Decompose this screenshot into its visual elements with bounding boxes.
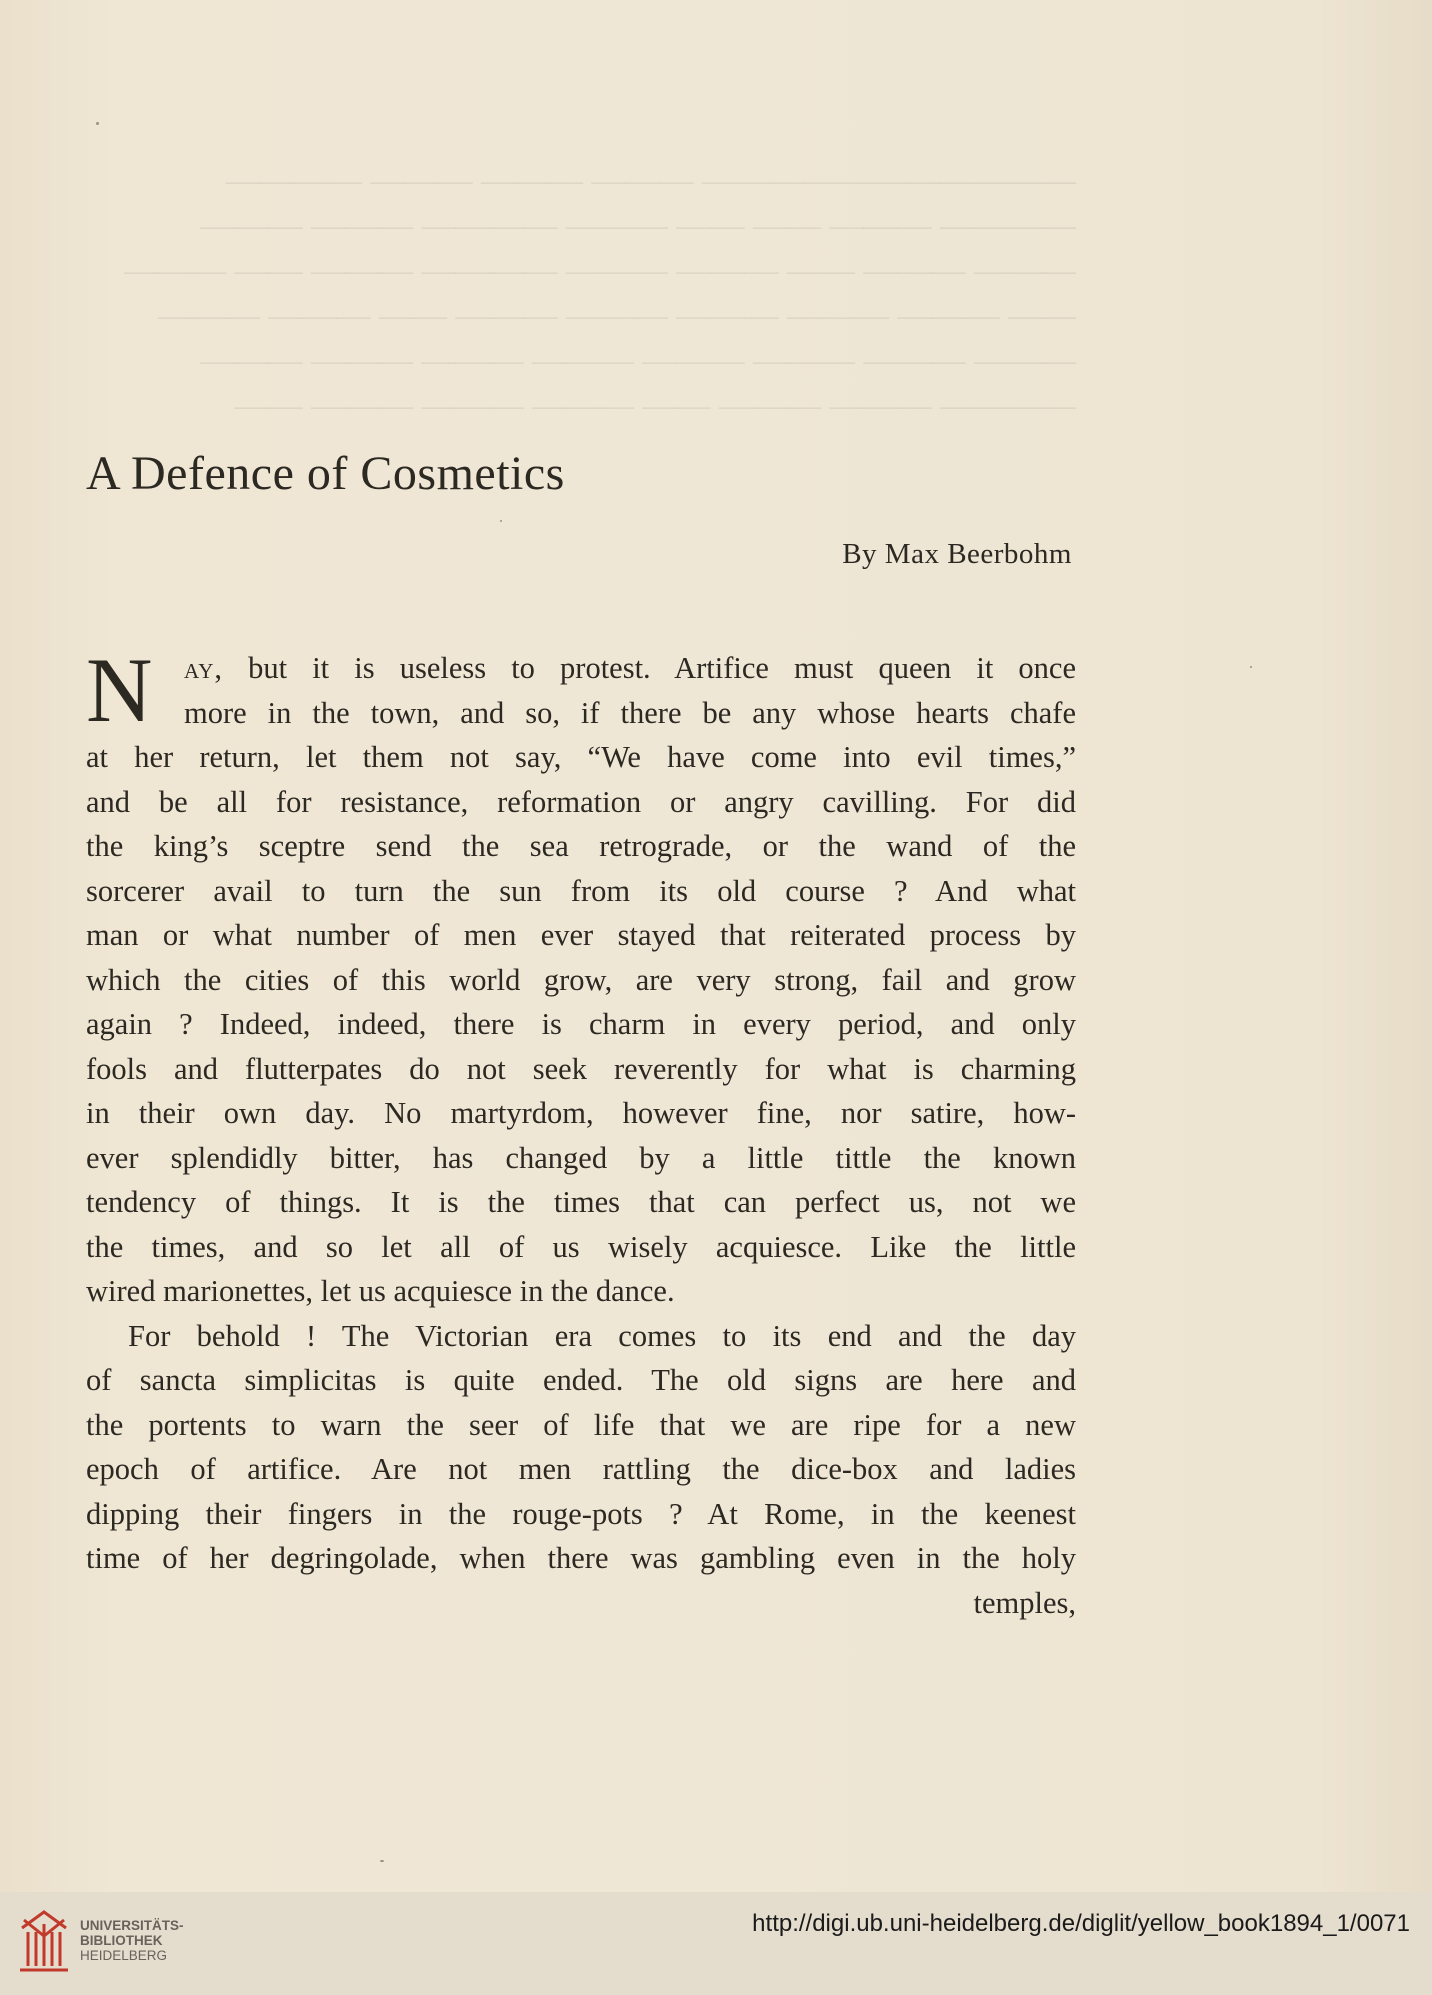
paper-speck	[96, 122, 99, 125]
text-line: sorcerer avail to turn the sun from its old course ? And what	[86, 873, 1076, 908]
text-line: in their own day. No martyrdom, however fine, nor satire, how-	[86, 1096, 1076, 1130]
source-url-link[interactable]: http://digi.ub.uni-heidelberg.de/diglit/yellow_book1894_1/0071	[752, 1910, 1410, 1937]
text-line: again ? Indeed, indeed, there is charm in every period, and only	[86, 1007, 1076, 1041]
library-name: UNIVERSITÄTS- BIBLIOTHEK HEIDELBERG	[80, 1918, 184, 1963]
text-line: the times, and so let all of us wisely acquiesce. Like the little	[86, 1229, 1076, 1264]
show-through-text: ——————————— ——— ——— ——— ———— ———— ——— —— —— ——— ———— ——— ——— ——— ——— —— ——— ——— ———— ——— —— ——— —— ——— ——— ——— ——— ——— —— ——— ——— ——— ——— ——— ——— ——— ——— ——— ——— ———— ——— ——— —— ——— ——— ——— ——	[124, 162, 1076, 424]
article-body	[86, 639, 1076, 1625]
text-line: wired marionettes, let us acquiesce in the dance.	[86, 1274, 675, 1308]
text-line: which the cities of this world grow, are very strong, fail and grow	[86, 962, 1076, 997]
text-line: the portents to warn the seer of life that we are ripe for a new	[86, 1407, 1076, 1442]
text-line: epoch of artifice. Are not men rattling the dice-box and ladies	[86, 1452, 1076, 1486]
text-line: ever splendidly bitter, has changed by a little tittle the known	[86, 1140, 1076, 1175]
text-line: ay, but it is useless to protest. Artifice must queen it once	[184, 651, 1076, 685]
digitization-footer	[0, 1892, 1432, 1995]
text-line: of sancta simplicitas is quite ended. The old signs are here and	[86, 1363, 1076, 1397]
text-line: and be all for resistance, reformation or angry cavilling. For did	[86, 784, 1076, 819]
text-line: more in the town, and so, if there be any whose hearts chafe	[184, 695, 1076, 730]
text-line: at her return, let them not say, “We have come into evil times,”	[86, 740, 1076, 774]
small-caps-word: ay,	[184, 651, 224, 685]
paper-speck	[1250, 666, 1252, 668]
drop-cap: N	[86, 639, 153, 741]
paper-speck	[500, 520, 502, 522]
text-line: tendency of things. It is the times that can perfect us, not we	[86, 1185, 1076, 1219]
text-line: man or what number of men ever stayed that reiterated process by	[86, 918, 1076, 952]
catchword: temples,	[973, 1585, 1076, 1620]
library-logo-icon	[14, 1906, 74, 1978]
text-line: time of her degringolade, when there was gambling even in the holy	[86, 1541, 1076, 1575]
author-byline: By Max Beerbohm	[842, 538, 1072, 570]
text-line: dipping their fingers in the rouge-pots ? At Rome, in the keenest	[86, 1496, 1076, 1531]
text-line: For behold ! The Victorian era comes to its end and the day	[128, 1318, 1076, 1353]
paper-speck	[380, 1860, 384, 1862]
text-line: the king’s sceptre send the sea retrograde, or the wand of the	[86, 829, 1076, 863]
text-line: fools and flutterpates do not seek reverently for what is charming	[86, 1051, 1076, 1086]
article-title: A Defence of Cosmetics	[86, 447, 565, 500]
